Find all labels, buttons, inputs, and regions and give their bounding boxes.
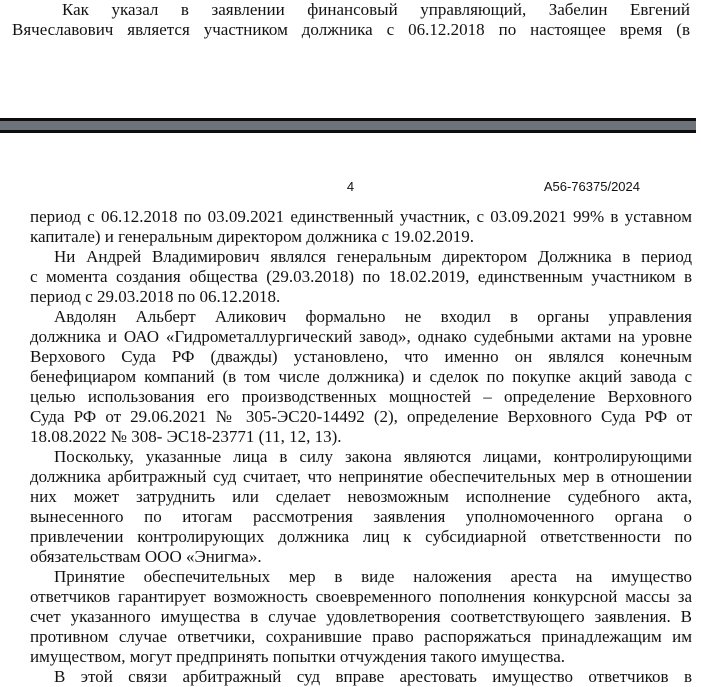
paragraph	[12, 0, 690, 40]
text-line: Принятие обеспечительных мер в виде наложения ареста на имущество	[54, 567, 692, 586]
text-line: период с 06.12.2018 по 03.09.2021 единственный участник, с 03.09.2021 99% в уставном	[30, 207, 692, 226]
text-line: должника и ОАО «Гидрометаллургический завод», однако судебными актами на уровне	[30, 327, 692, 346]
paragraph	[30, 247, 692, 307]
page-4-header	[0, 179, 701, 195]
page-separator	[0, 118, 696, 133]
text-line: должника арбитражный суд считает, что непринятие обеспечительных мер в отношении	[30, 467, 692, 486]
text-line: противном случае ответчики, сохранившие право распоряжаться принадлежащим им	[30, 627, 692, 646]
paragraph	[30, 307, 692, 447]
paragraph	[30, 447, 692, 567]
text-line: В этой связи арбитражный суд вправе арестовать имущество ответчиков в	[54, 667, 692, 686]
page-4	[0, 133, 701, 686]
page-number: 4	[346, 179, 355, 194]
text-line: Суда РФ от 29.06.2021 № 305-ЭС20-14492 (2), определение Верховного Суда РФ от	[30, 407, 692, 426]
page-4-text	[30, 207, 692, 687]
page-3-text	[12, 0, 690, 40]
paragraph	[30, 207, 692, 247]
paragraph	[30, 667, 692, 687]
text-line: обязательствам ООО «Энигма».	[30, 547, 262, 566]
page-3-fragment	[0, 0, 701, 118]
text-line: вынесенного по итогам рассмотрения заявления уполномоченного органа о	[30, 507, 692, 526]
text-line: Как указал в заявлении финансовый управляющий, Забелин Евгений	[62, 0, 690, 19]
text-line: них может затруднить или сделает невозможным исполнение судебного акта,	[30, 487, 692, 506]
text-line: имуществом, могут предпринять попытки отчуждения такого имущества.	[30, 647, 566, 666]
text-line: Верхового Суда РФ (дважды) установлено, что именно он являлся конечным	[30, 347, 692, 366]
text-line: Поскольку, указанные лица в силу закона являются лицами, контролирующими	[54, 447, 692, 466]
case-number: А56-76375/2024	[543, 179, 640, 194]
text-line: Вячеславович является участником должника с 06.12.2018 по настоящее время (в	[12, 20, 690, 39]
text-line: ответчиков гарантирует возможность своевременного пополнения конкурсной массы за	[30, 587, 692, 606]
paragraph	[30, 567, 692, 667]
text-line: бенефициаром компаний (в том числе должника) и сделок по покупке акций завода с	[30, 367, 692, 386]
text-line: целью использования его производственных мощностей – определение Верховного	[30, 387, 692, 406]
text-line: привлечении контролирующих должника лиц к субсидиарной ответственности по	[30, 527, 692, 546]
text-line: 18.08.2022 № 308- ЭС18-23771 (11, 12, 13).	[30, 427, 342, 446]
text-line: капитале) и генеральным директором должника с 19.02.2019.	[30, 227, 474, 246]
text-line: с момента создания общества (29.03.2018) по 18.02.2019, единственным участником в	[30, 267, 692, 286]
text-line: Авдолян Альберт Аликович формально не входил в органы управления	[54, 307, 692, 326]
text-line: Ни Андрей Владимирович являлся генеральным директором Должника в период	[54, 247, 692, 266]
text-line: период с 29.03.2018 по 06.12.2018.	[30, 287, 281, 306]
text-line: счет указанного имущества в случае удовлетворения соответствующего заявления. В	[30, 607, 692, 626]
